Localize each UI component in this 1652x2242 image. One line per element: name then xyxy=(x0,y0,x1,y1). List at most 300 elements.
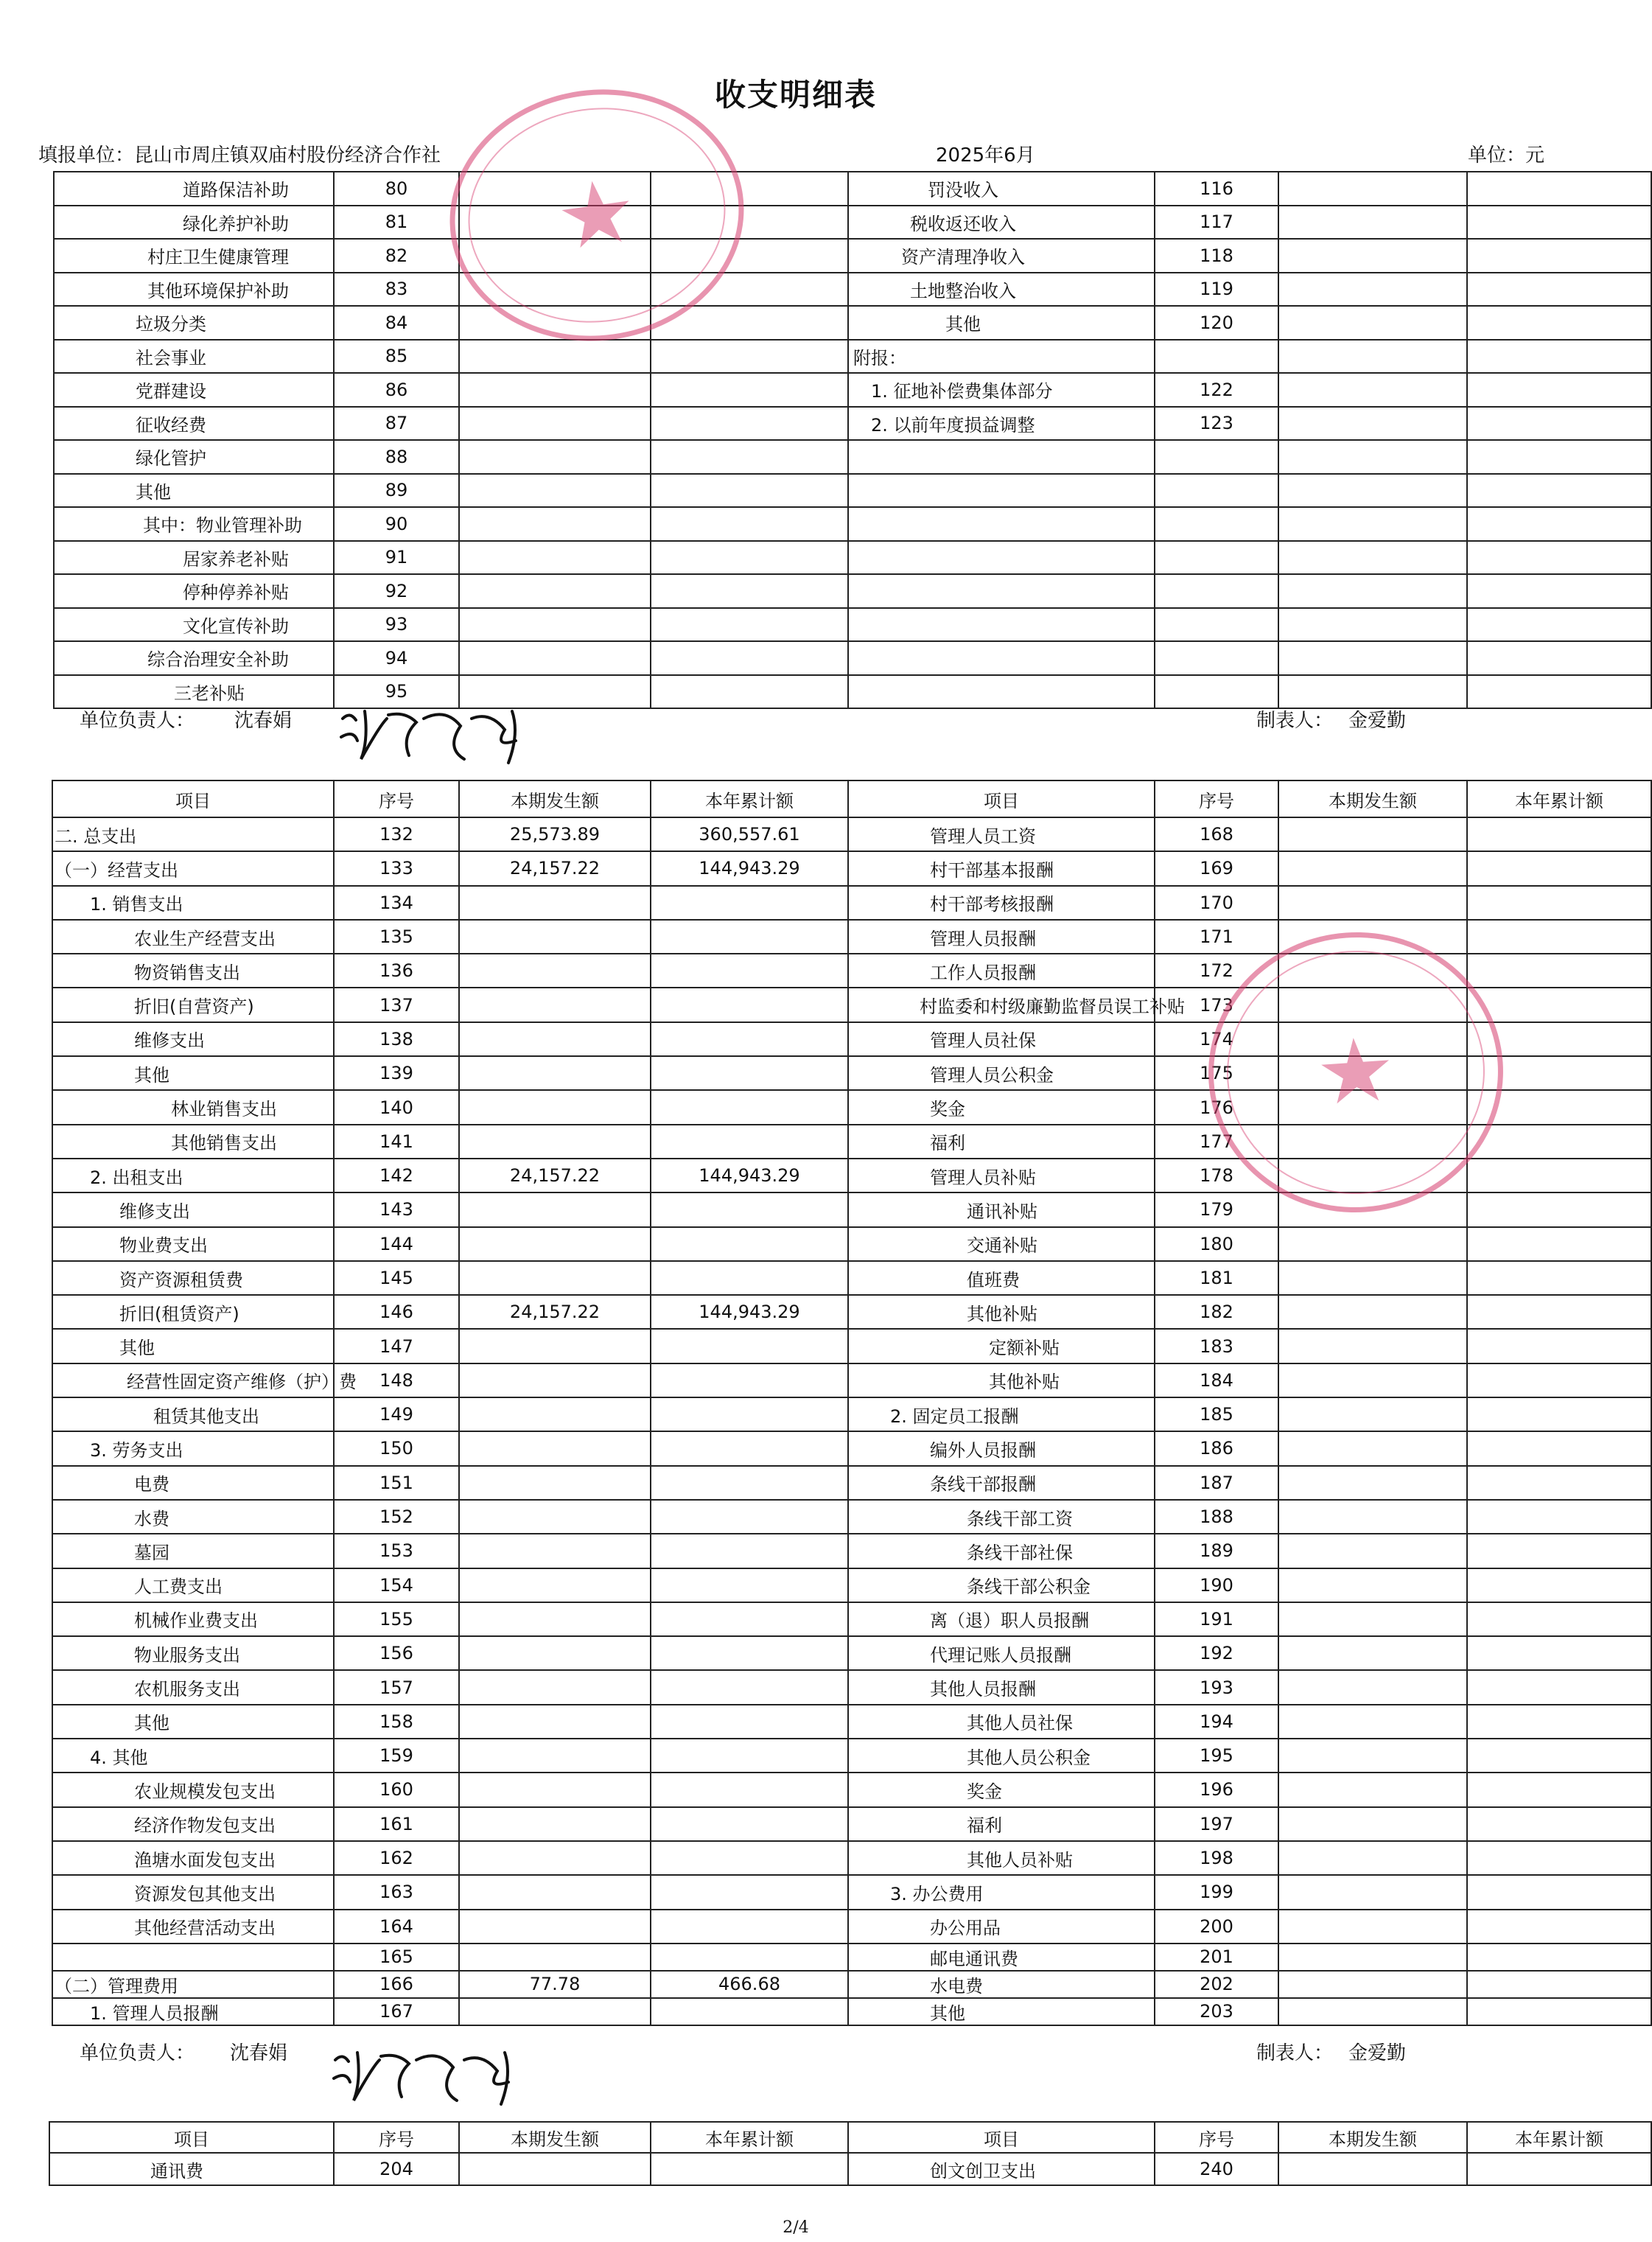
ytd-amount-cell xyxy=(1467,1466,1651,1500)
period-amount-cell xyxy=(459,340,651,374)
seq-cell: 122 xyxy=(1155,373,1278,407)
ytd-amount-cell xyxy=(651,1841,848,1875)
item-cell: 其他经营活动支出 xyxy=(52,1910,334,1944)
seq-cell: 147 xyxy=(334,1329,459,1363)
seq-cell: 145 xyxy=(334,1261,459,1295)
item-cell: 土地整治收入 xyxy=(848,273,1155,307)
ytd-amount-cell xyxy=(651,1670,848,1704)
table-row xyxy=(52,1998,1651,2025)
period-amount-cell xyxy=(459,1841,651,1875)
period-amount-cell xyxy=(459,1910,651,1944)
column-header: 本期发生额 xyxy=(459,2122,651,2153)
seq-cell: 136 xyxy=(334,954,459,988)
period-amount-cell xyxy=(1278,988,1467,1022)
ytd-amount-cell xyxy=(1467,1568,1651,1602)
seq-cell: 154 xyxy=(334,1568,459,1602)
item-cell: 工作人员报酬 xyxy=(848,954,1155,988)
seq-cell: 156 xyxy=(334,1636,459,1670)
period-amount-cell xyxy=(1278,1466,1467,1500)
ytd-amount-cell xyxy=(1467,675,1651,709)
ytd-amount-cell: 144,943.29 xyxy=(651,851,848,885)
seq-cell: 193 xyxy=(1155,1670,1278,1704)
period-amount-cell xyxy=(459,1397,651,1431)
item-cell xyxy=(848,675,1155,709)
ytd-amount-cell xyxy=(651,1022,848,1056)
seq-cell xyxy=(1155,474,1278,508)
item-cell: 墓园 xyxy=(52,1534,334,1568)
period-amount-cell xyxy=(459,373,651,407)
seq-cell: 162 xyxy=(334,1841,459,1875)
ytd-amount-cell xyxy=(651,988,848,1022)
period-amount-cell xyxy=(459,1056,651,1090)
ytd-amount-cell xyxy=(1467,507,1651,541)
seq-cell: 199 xyxy=(1155,1875,1278,1909)
period-amount-cell xyxy=(1278,1397,1467,1431)
column-header: 本年累计额 xyxy=(651,780,848,817)
seq-cell: 141 xyxy=(334,1125,459,1159)
table-row xyxy=(52,1944,1651,1971)
period-amount-cell xyxy=(1278,474,1467,508)
period-amount-cell xyxy=(459,206,651,240)
ytd-amount-cell xyxy=(1467,407,1651,441)
item-cell: 其他 xyxy=(52,1056,334,1090)
item-cell xyxy=(52,1944,334,1971)
ytd-amount-cell xyxy=(651,641,848,675)
period-amount-cell xyxy=(1278,541,1467,575)
item-cell: 值班费 xyxy=(848,1261,1155,1295)
period-amount-cell xyxy=(1278,1998,1467,2025)
ytd-amount-cell xyxy=(651,1261,848,1295)
ytd-amount-cell xyxy=(651,1739,848,1773)
item-cell: 征收经费 xyxy=(54,407,334,441)
item-cell: 条线干部工资 xyxy=(848,1500,1155,1534)
period-amount-cell xyxy=(459,306,651,340)
seq-cell: 195 xyxy=(1155,1739,1278,1773)
ytd-amount-cell xyxy=(651,1773,848,1806)
period-amount-cell xyxy=(459,440,651,474)
table-row xyxy=(52,1739,1651,1773)
seq-cell xyxy=(1155,675,1278,709)
ytd-amount-cell xyxy=(1467,1910,1651,1944)
item-cell: 电费 xyxy=(52,1466,334,1500)
ytd-amount-cell xyxy=(651,1500,848,1534)
item-cell: （二）管理费用 xyxy=(52,1971,334,1998)
seq-cell: 163 xyxy=(334,1875,459,1909)
ytd-amount-cell xyxy=(651,206,848,240)
table-row xyxy=(54,574,1651,608)
ytd-amount-cell xyxy=(651,306,848,340)
ytd-amount-cell xyxy=(651,1998,848,2025)
seq-cell: 159 xyxy=(334,1739,459,1773)
item-cell: 创文创卫支出 xyxy=(848,2153,1155,2185)
period-amount-cell: 24,157.22 xyxy=(459,1295,651,1329)
column-header: 本年累计额 xyxy=(651,2122,848,2153)
seq-cell: 180 xyxy=(1155,1227,1278,1261)
seq-cell: 133 xyxy=(334,851,459,885)
table-row xyxy=(52,1261,1651,1295)
item-cell: 条线干部社保 xyxy=(848,1534,1155,1568)
ytd-amount-cell xyxy=(1467,1056,1651,1090)
seq-cell: 181 xyxy=(1155,1261,1278,1295)
ytd-amount-cell xyxy=(1467,1739,1651,1773)
item-cell: 编外人员报酬 xyxy=(848,1431,1155,1465)
ytd-amount-cell xyxy=(651,340,848,374)
seq-cell: 83 xyxy=(334,273,459,307)
ytd-amount-cell xyxy=(651,1192,848,1226)
period-amount-cell xyxy=(1278,1534,1467,1568)
period-amount-cell xyxy=(459,1807,651,1841)
seq-cell: 168 xyxy=(1155,817,1278,851)
ytd-amount-cell xyxy=(1467,1705,1651,1739)
seq-cell: 118 xyxy=(1155,239,1278,273)
period-amount-cell xyxy=(1278,2153,1467,2185)
column-header: 项目 xyxy=(848,2122,1155,2153)
table-row xyxy=(52,1602,1651,1636)
item-cell: 经济作物发包支出 xyxy=(52,1807,334,1841)
seq-cell: 204 xyxy=(334,2153,459,2185)
period-amount-cell xyxy=(1278,1159,1467,1192)
seq-cell: 119 xyxy=(1155,273,1278,307)
period-amount-cell xyxy=(1278,1056,1467,1090)
item-cell: 罚没收入 xyxy=(848,172,1155,206)
period-amount-cell xyxy=(1278,574,1467,608)
seq-cell: 202 xyxy=(1155,1971,1278,1998)
item-cell: 管理人员补贴 xyxy=(848,1159,1155,1192)
table-row xyxy=(52,1971,1651,1998)
period-amount-cell xyxy=(459,1944,651,1971)
table-row xyxy=(52,1568,1651,1602)
period-amount-cell: 25,573.89 xyxy=(459,817,651,851)
seq-cell: 140 xyxy=(334,1090,459,1124)
ytd-amount-cell xyxy=(1467,273,1651,307)
item-cell: 其他 xyxy=(848,1998,1155,2025)
ytd-amount-cell xyxy=(651,1090,848,1124)
currency-unit: 单位：元 xyxy=(1467,144,1544,167)
table-row xyxy=(52,1397,1651,1431)
ytd-amount-cell xyxy=(1467,1841,1651,1875)
period-amount-cell xyxy=(1278,1944,1467,1971)
table-header-row xyxy=(49,2122,1651,2153)
ytd-amount-cell xyxy=(651,1431,848,1465)
period-amount-cell xyxy=(1278,817,1467,851)
table-row xyxy=(54,239,1651,273)
table-row xyxy=(52,1329,1651,1363)
period-amount-cell xyxy=(459,2153,651,2185)
seq-cell: 155 xyxy=(334,1602,459,1636)
item-cell xyxy=(848,440,1155,474)
ytd-amount-cell xyxy=(651,440,848,474)
item-cell: 条线干部报酬 xyxy=(848,1466,1155,1500)
table-row xyxy=(54,608,1651,642)
item-cell: 二. 总支出 xyxy=(52,817,334,851)
table-row xyxy=(52,988,1651,1022)
period-amount-cell xyxy=(459,1568,651,1602)
ytd-amount-cell xyxy=(651,1602,848,1636)
item-cell: 奖金 xyxy=(848,1090,1155,1124)
ytd-amount-cell xyxy=(651,172,848,206)
column-header: 本期发生额 xyxy=(1278,2122,1467,2153)
seq-cell xyxy=(1155,507,1278,541)
maker-name-2: 金爱勤 xyxy=(1348,2042,1407,2064)
table-row xyxy=(54,273,1651,307)
seq-cell: 120 xyxy=(1155,306,1278,340)
item-cell: 村干部考核报酬 xyxy=(848,886,1155,920)
item-cell: 资产资源租赁费 xyxy=(52,1261,334,1295)
ytd-amount-cell xyxy=(1467,340,1651,374)
item-cell: 福利 xyxy=(848,1807,1155,1841)
table-row xyxy=(54,407,1651,441)
period-amount-cell xyxy=(1278,306,1467,340)
table-row xyxy=(54,675,1651,709)
item-cell: 其他环境保护补助 xyxy=(54,273,334,307)
period-amount-cell xyxy=(459,1022,651,1056)
seq-cell xyxy=(1155,574,1278,608)
maker-label: 制表人： xyxy=(1256,710,1334,732)
ytd-amount-cell xyxy=(1467,1998,1651,2025)
column-header: 本年累计额 xyxy=(1467,780,1651,817)
cooperative-seal-stamp: ★ xyxy=(433,71,760,360)
item-cell: 折旧(租赁资产) xyxy=(52,1295,334,1329)
period-amount-cell xyxy=(1278,1910,1467,1944)
seq-cell: 95 xyxy=(334,675,459,709)
seq-cell: 93 xyxy=(334,608,459,642)
period-amount-cell xyxy=(459,1466,651,1500)
period-amount-cell xyxy=(1278,920,1467,954)
ytd-amount-cell xyxy=(1467,1090,1651,1124)
period-amount-cell xyxy=(1278,886,1467,920)
item-cell: 3. 劳务支出 xyxy=(52,1431,334,1465)
period-amount-cell: 24,157.22 xyxy=(459,851,651,885)
table-row xyxy=(52,1192,1651,1226)
ytd-amount-cell xyxy=(1467,306,1651,340)
item-cell: 村干部基本报酬 xyxy=(848,851,1155,885)
period-amount-cell xyxy=(1278,1841,1467,1875)
table-row xyxy=(52,1090,1651,1124)
ytd-amount-cell xyxy=(1467,851,1651,885)
item-cell: 邮电通讯费 xyxy=(848,1944,1155,1971)
ytd-amount-cell xyxy=(1467,1971,1651,1998)
item-cell: 村庄卫生健康管理 xyxy=(54,239,334,273)
item-cell: 农机服务支出 xyxy=(52,1670,334,1704)
item-cell: 水费 xyxy=(52,1500,334,1534)
seq-cell: 87 xyxy=(334,407,459,441)
ytd-amount-cell xyxy=(1467,1431,1651,1465)
item-cell: 其他销售支出 xyxy=(52,1125,334,1159)
period-amount-cell xyxy=(1278,1261,1467,1295)
seq-cell: 86 xyxy=(334,373,459,407)
ytd-amount-cell xyxy=(651,574,848,608)
seq-cell: 116 xyxy=(1155,172,1278,206)
ytd-amount-cell xyxy=(1467,1807,1651,1841)
ytd-amount-cell xyxy=(651,1705,848,1739)
table-row xyxy=(52,1705,1651,1739)
period-amount-cell xyxy=(459,1670,651,1704)
unit-leader-label: 单位负责人： xyxy=(80,710,195,732)
item-cell: 管理人员公积金 xyxy=(848,1056,1155,1090)
period-amount-cell xyxy=(1278,1807,1467,1841)
ytd-amount-cell xyxy=(1467,1636,1651,1670)
item-cell: 3. 办公费用 xyxy=(848,1875,1155,1909)
item-cell: 物业服务支出 xyxy=(52,1636,334,1670)
ytd-amount-cell xyxy=(1467,1125,1651,1159)
table-row xyxy=(52,1227,1651,1261)
table-row xyxy=(52,1022,1651,1056)
item-cell: 1. 销售支出 xyxy=(52,886,334,920)
reporting-unit: 填报单位：昆山市周庄镇双庙村股份经济合作社 xyxy=(38,144,441,167)
seq-cell: 198 xyxy=(1155,1841,1278,1875)
ytd-amount-cell xyxy=(1467,1670,1651,1704)
item-cell: 管理人员社保 xyxy=(848,1022,1155,1056)
seq-cell: 123 xyxy=(1155,407,1278,441)
ytd-amount-cell xyxy=(651,1636,848,1670)
seq-cell xyxy=(1155,440,1278,474)
item-cell: 村监委和村级廉勤监督员误工补贴 xyxy=(848,988,1155,1022)
item-cell: 福利 xyxy=(848,1125,1155,1159)
item-cell: 定额补贴 xyxy=(848,1329,1155,1363)
seq-cell: 157 xyxy=(334,1670,459,1704)
seq-cell: 144 xyxy=(334,1227,459,1261)
seq-cell: 142 xyxy=(334,1159,459,1192)
seq-cell xyxy=(1155,641,1278,675)
item-cell: 居家养老补贴 xyxy=(54,541,334,575)
seq-cell: 177 xyxy=(1155,1125,1278,1159)
seq-cell: 187 xyxy=(1155,1466,1278,1500)
period-amount-cell xyxy=(459,1329,651,1363)
period-amount-cell xyxy=(1278,407,1467,441)
table-row xyxy=(52,1056,1651,1090)
table-row xyxy=(52,1636,1651,1670)
period-amount-cell xyxy=(1278,1602,1467,1636)
seq-cell: 183 xyxy=(1155,1329,1278,1363)
period-amount-cell xyxy=(1278,1295,1467,1329)
item-cell: 社会事业 xyxy=(54,340,334,374)
table-row xyxy=(54,641,1651,675)
ytd-amount-cell xyxy=(651,407,848,441)
seq-cell: 191 xyxy=(1155,1602,1278,1636)
item-cell: 其他 xyxy=(52,1705,334,1739)
ytd-amount-cell xyxy=(1467,988,1651,1022)
period-amount-cell xyxy=(459,1363,651,1397)
period-amount-cell xyxy=(459,1636,651,1670)
period-amount-cell xyxy=(459,1534,651,1568)
ytd-amount-cell xyxy=(1467,239,1651,273)
ytd-amount-cell xyxy=(1467,1773,1651,1806)
seq-cell: 186 xyxy=(1155,1431,1278,1465)
item-cell: 通讯补贴 xyxy=(848,1192,1155,1226)
item-cell: 文化宣传补助 xyxy=(54,608,334,642)
item-cell: 办公用品 xyxy=(848,1910,1155,1944)
ytd-amount-cell xyxy=(651,1910,848,1944)
seq-cell: 138 xyxy=(334,1022,459,1056)
period-amount-cell xyxy=(459,988,651,1022)
ytd-amount-cell xyxy=(651,239,848,273)
ytd-amount-cell xyxy=(1467,641,1651,675)
item-cell: 2. 出租支出 xyxy=(52,1159,334,1192)
ytd-amount-cell xyxy=(1467,608,1651,642)
period-amount-cell xyxy=(459,920,651,954)
period-amount-cell xyxy=(459,172,651,206)
period-amount-cell xyxy=(1278,1192,1467,1226)
item-cell: 代理记账人员报酬 xyxy=(848,1636,1155,1670)
ytd-amount-cell xyxy=(1467,440,1651,474)
ytd-amount-cell xyxy=(1467,1363,1651,1397)
table-row xyxy=(54,306,1651,340)
period-amount-cell xyxy=(1278,1329,1467,1363)
seq-cell xyxy=(1155,608,1278,642)
maker-label-2: 制表人： xyxy=(1256,2042,1334,2064)
income-detail-table xyxy=(53,171,1652,709)
seq-cell: 200 xyxy=(1155,1910,1278,1944)
ytd-amount-cell xyxy=(651,1329,848,1363)
period-amount-cell xyxy=(459,1602,651,1636)
period-amount-cell xyxy=(459,1998,651,2025)
period-amount-cell xyxy=(1278,1773,1467,1806)
ytd-amount-cell xyxy=(651,1807,848,1841)
seq-cell: 117 xyxy=(1155,206,1278,240)
seq-cell: 80 xyxy=(334,172,459,206)
seq-cell: 161 xyxy=(334,1807,459,1841)
item-cell: 租赁其他支出 xyxy=(52,1397,334,1431)
period-amount-cell xyxy=(459,1261,651,1295)
item-cell: 交通补贴 xyxy=(848,1227,1155,1261)
item-cell: 绿化管护 xyxy=(54,440,334,474)
period-amount-cell xyxy=(1278,608,1467,642)
ytd-amount-cell: 360,557.61 xyxy=(651,817,848,851)
item-cell: 机械作业费支出 xyxy=(52,1602,334,1636)
seq-cell: 201 xyxy=(1155,1944,1278,1971)
period-amount-cell: 77.78 xyxy=(459,1971,651,1998)
table-row xyxy=(52,1125,1651,1159)
table-row xyxy=(52,1500,1651,1534)
period-amount-cell xyxy=(459,474,651,508)
ytd-amount-cell xyxy=(651,1125,848,1159)
seq-cell: 135 xyxy=(334,920,459,954)
seq-cell: 81 xyxy=(334,206,459,240)
item-cell: 其他人员报酬 xyxy=(848,1670,1155,1704)
table-row xyxy=(54,440,1651,474)
seq-cell: 160 xyxy=(334,1773,459,1806)
table-row xyxy=(52,1910,1651,1944)
ytd-amount-cell xyxy=(651,1534,848,1568)
table-row xyxy=(52,1363,1651,1397)
column-header: 本期发生额 xyxy=(459,780,651,817)
period-amount-cell xyxy=(1278,239,1467,273)
period-amount-cell xyxy=(459,1227,651,1261)
ytd-amount-cell xyxy=(1467,1192,1651,1226)
item-cell: 2. 固定员工报酬 xyxy=(848,1397,1155,1431)
seq-cell: 146 xyxy=(334,1295,459,1329)
page-title: 收支明细表 xyxy=(714,77,877,113)
ytd-amount-cell xyxy=(651,1363,848,1397)
table-row xyxy=(52,1534,1651,1568)
ytd-amount-cell xyxy=(1467,920,1651,954)
ytd-amount-cell xyxy=(1467,1534,1651,1568)
table-row xyxy=(52,1159,1651,1192)
period-amount-cell xyxy=(1278,1363,1467,1397)
ytd-amount-cell: 144,943.29 xyxy=(651,1295,848,1329)
item-cell: 水电费 xyxy=(848,1971,1155,1998)
seq-cell: 179 xyxy=(1155,1192,1278,1226)
ytd-amount-cell xyxy=(651,1466,848,1500)
seq-cell: 151 xyxy=(334,1466,459,1500)
seq-cell: 90 xyxy=(334,507,459,541)
item-cell: （一）经营支出 xyxy=(52,851,334,885)
period-amount-cell xyxy=(459,541,651,575)
period-amount-cell xyxy=(459,1500,651,1534)
seq-cell: 137 xyxy=(334,988,459,1022)
seq-cell: 153 xyxy=(334,1534,459,1568)
column-header: 项目 xyxy=(848,780,1155,817)
